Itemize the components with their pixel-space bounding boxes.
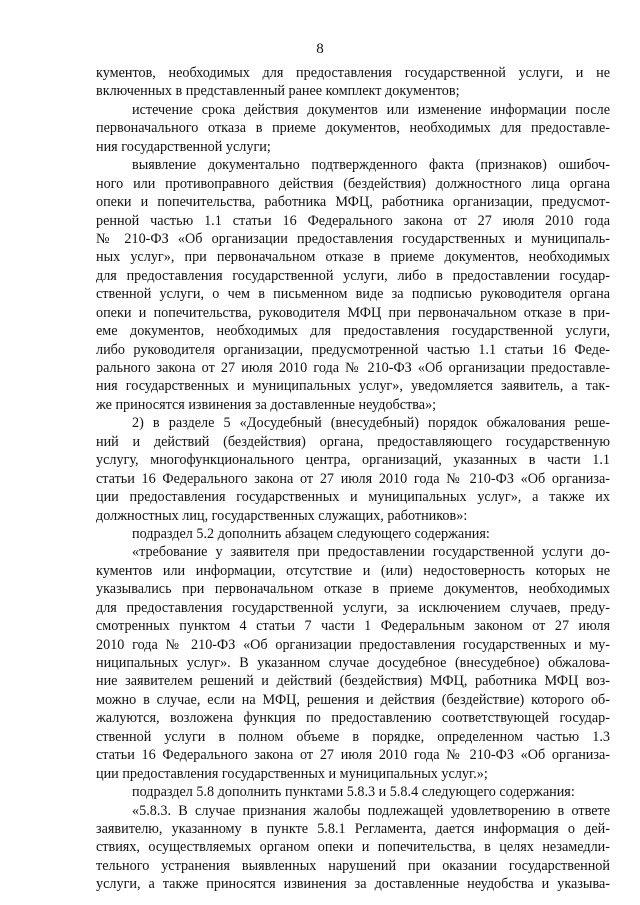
text-line: кументов, необходимых для предоставления государственной услуги, и не [96, 65, 610, 81]
text-line: заявителю, указанному в пункте 5.8.1 Регламента, дается информация о дей- [96, 820, 610, 837]
text-line: же приносятся извинения за доставленные неудобства»; [96, 396, 437, 413]
text-line: статьи 16 Федерального закона от 27 июля 2010 года № 210-ФЗ «Об организа- [96, 747, 610, 764]
text-line: первоначального отказа в приеме документов, необходимых для предоставле- [96, 120, 610, 137]
text-line: 2) в разделе 5 «Досудебный (внесудебный) порядок обжалования реше- [132, 415, 610, 432]
text-line: смотренных пунктом 4 статьи 7 части 1 Федеральным законом от 27 июля [96, 618, 610, 635]
text-line: ние заявителем решений и действий (бездействия) МФЦ, работника МФЦ воз- [96, 673, 610, 690]
text-line: тельного устранения выявленных нарушений при оказании государственной [96, 857, 610, 874]
text-line: ции предоставления государственных и муниципальных услуг.»; [96, 765, 488, 782]
text-line: жалуются, возложена функция по предоставлению соответствующей государ- [96, 710, 610, 727]
text-line: ренной частью 1.1 статьи 16 Федерального закона от 27 июля 2010 года [96, 212, 610, 229]
text-line: рального закона от 27 июля 2010 года № 210-ФЗ «Об организации предоставле- [96, 360, 610, 376]
text-line: еме документов, необходимых для предоставления государственной услуги, [96, 323, 610, 340]
text-line: ственной услуги в полном объеме в порядке, определенном частью 1.3 [96, 728, 610, 745]
text-line: услуги, а также приносятся извинения за доставленные неудобства и указыва- [96, 876, 610, 893]
text-line: 2010 года № 210-ФЗ «Об организации предоставления государственных и му- [96, 636, 610, 653]
text-line: опеки и попечительства, руководителя МФЦ при первоначальном отказе в при- [96, 304, 610, 321]
text-line: либо руководителя организации, предусмотренной частью 1.1 статьи 16 Феде- [96, 341, 610, 358]
text-line: ствиях, осуществляемых органом опеки и попечительства, в целях незамедли- [96, 839, 610, 856]
text-line: для предоставления государственной услуги, либо в предоставлении государ- [96, 267, 610, 284]
text-line: ственной услуги, о чем в письменном виде за подписью руководителя органа [96, 286, 610, 303]
text-line: истечение срока действия документов или изменение информации после [132, 101, 610, 118]
text-line: ции предоставления государственных и муниципальных услуг», а также их [96, 489, 610, 506]
text-line: услугу, многофункционального центра, организаций, указанных в части 1.1 [96, 452, 610, 469]
text-line: для предоставления государственной услуги, за исключением случаев, преду- [96, 599, 610, 616]
text-line: статьи 16 Федерального закона от 27 июля 2010 года № 210-ФЗ «Об организа- [96, 470, 610, 487]
text-line: ных услуг», при первоначальном отказе в приеме документов, необходимых [96, 249, 610, 266]
text-line: «5.8.3. В случае признания жалобы подлежащей удовлетворению в ответе [132, 802, 610, 819]
text-line: ниципальных услуг». В указанном случае досудебное (внесудебное) обжалова- [96, 655, 610, 671]
text-line: ний и действий (бездействия) органа, предоставляющего государственную [96, 433, 610, 450]
text-line: ния государственной услуги; [96, 138, 271, 155]
text-line: «требование у заявителя при предоставлении государственной услуги до- [132, 544, 610, 561]
text-line: опеки и попечительства, работника МФЦ, работника организации, предусмот- [96, 194, 610, 211]
text-line: подраздел 5.2 дополнить абзацем следующего содержания: [132, 525, 490, 542]
text-line: должностных лиц, государственных служащих, работников»: [96, 507, 468, 524]
page-number: 8 [316, 41, 324, 57]
text-line: подраздел 5.8 дополнить пунктами 5.8.3 и 5.8.4 следующего содержания: [132, 784, 575, 801]
text-line: ного или противоправного действия (бездействия) должностного лица органа [96, 175, 610, 192]
text-line: выявление документально подтвержденного факта (признаков) ошибоч- [132, 157, 610, 174]
text-line: указывались при первоначальном отказе в приеме документов, необходимых [96, 581, 610, 598]
text-line: № 210-ФЗ «Об организации предоставления государственных и муниципаль- [96, 230, 610, 247]
document-body [96, 64, 610, 894]
text-line: можно в случае, если на МФЦ, решения и действия (бездействие) которого об- [96, 691, 610, 708]
text-line: ния государственных и муниципальных услуг», уведомляется заявитель, а так- [96, 378, 610, 395]
text-line: включенных в представленный ранее комплект документов; [96, 83, 460, 100]
text-line: кументов или информации, отсутствие и (или) недостоверность которых не [96, 562, 610, 579]
